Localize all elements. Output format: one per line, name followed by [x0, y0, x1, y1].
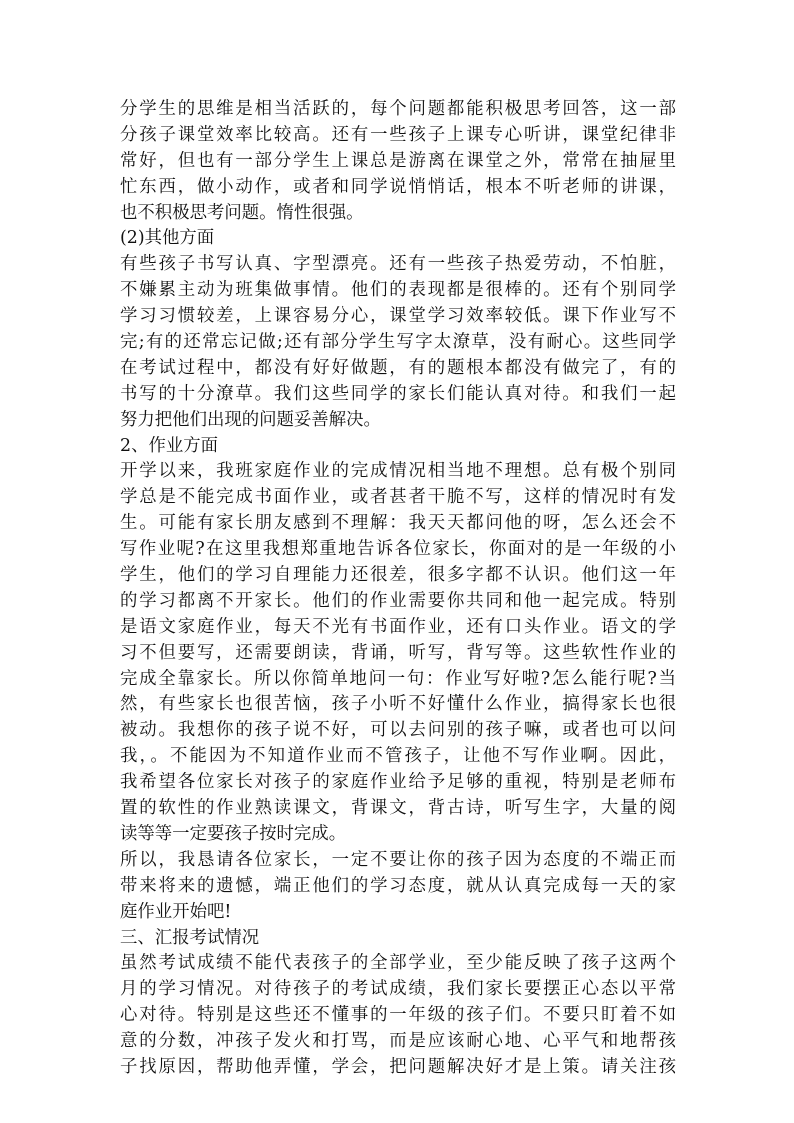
text-line: 然，有些家长也很苦恼，孩子小听不好懂什么作业，搞得家长也很: [120, 694, 676, 715]
text-line: 写作业呢?在这里我想郑重地告诉各位家长，你面对的是一年级的小: [120, 539, 676, 560]
paragraph: [120, 97, 676, 226]
heading-text: 三、汇报考试情况: [120, 927, 260, 948]
text-line: 忙东西，做小动作，或者和同学说悄悄话，根本不听老师的讲课，: [120, 176, 676, 197]
text-line: 心对待。特别是这些还不懂事的一年级的孩子们。不要只盯着不如: [120, 1005, 676, 1026]
text-line: 完;有的还常忘记做;还有部分学生写字太潦草，没有耐心。这些同学: [120, 332, 676, 353]
text-line: 常好，但也有一部分学生上课总是游离在课堂之外，常常在抽屉里: [120, 150, 676, 171]
text-line: 子找原因，帮助他弄懂，学会，把问题解决好才是上策。请关注孩: [120, 1056, 676, 1077]
heading-text: 2、作业方面: [120, 435, 219, 456]
text-line: 书写的十分潦草。我们这些同学的家长们能认真对待。和我们一起: [120, 383, 676, 404]
text-line: 学习习惯较差，上课容易分心，课堂学习效率较低。课下作业写不: [120, 306, 676, 327]
text-line: 生。可能有家长朋友感到不理解：我天天都问他的呀，怎么还会不: [120, 513, 676, 534]
text-line: 所以，我恳请各位家长，一定不要让你的孩子因为态度的不端正而: [120, 849, 676, 870]
paragraph: [120, 951, 676, 1080]
text-line: 我希望各位家长对孩子的家庭作业给予足够的重视，特别是老师布: [120, 772, 676, 793]
text-line: 学生，他们的学习自理能力还很差，很多字都不认识。他们这一年: [120, 565, 676, 586]
text-line: 在考试过程中，都没有好好做题，有的题根本都没有做完了，有的: [120, 357, 676, 378]
paragraph: [120, 459, 676, 847]
text-line: 不嫌累主动为班集做事情。他们的表现都是很棒的。还有个别同学: [120, 280, 676, 301]
text-line: 被动。我想你的孩子说不好，可以去问别的孩子嘛，或者也可以问: [120, 720, 676, 741]
text-line: 开学以来，我班家庭作业的完成情况相当地不理想。总有极个别同: [120, 461, 676, 482]
text-line: 读等等一定要孩子按时完成。: [120, 823, 347, 844]
text-line: 努力把他们出现的问题妥善解决。: [120, 409, 381, 430]
text-line: 月的学习情况。对待孩子的考试成绩，我们家长要摆正心态以平常: [120, 979, 676, 1000]
text-line: 我，。不能因为不知道作业而不管孩子，让他不写作业啊。因此，: [120, 746, 676, 767]
text-line: 习不但要写，还需要朗读，背诵，听写，背写等。这些软性作业的: [120, 642, 676, 663]
heading-text: (2)其他方面: [120, 228, 215, 249]
text-line: 带来将来的遗憾，端正他们的学习态度，就从认真完成每一天的家: [120, 875, 676, 896]
text-line: 虽然考试成绩不能代表孩子的全部学业，至少能反映了孩子这两个: [120, 953, 676, 974]
text-line: 意的分数，冲孩子发火和打骂，而是应该耐心地、心平气和地帮孩: [120, 1031, 676, 1052]
document-page: [120, 97, 676, 1081]
section-heading: [120, 926, 676, 952]
text-line: 庭作业开始吧!: [120, 901, 232, 922]
section-heading: [120, 226, 676, 252]
section-heading: [120, 434, 676, 460]
text-line: 的学习都离不开家长。他们的作业需要你共同和他一起完成。特别: [120, 590, 676, 611]
text-line: 有些孩子书写认真、字型漂亮。还有一些孩子热爱劳动，不怕脏，: [120, 254, 676, 275]
text-line: 也不积极思考问题。惰性很强。: [120, 202, 364, 223]
text-line: 分学生的思维是相当活跃的，每个问题都能积极思考回答，这一部: [120, 99, 676, 119]
text-line: 分孩子课堂效率比较高。还有一些孩子上课专心听讲，课堂纪律非: [120, 124, 676, 145]
text-line: 完成全靠家长。所以你简单地问一句：作业写好啦?怎么能行呢?当: [120, 668, 676, 689]
text-line: 是语文家庭作业，每天不光有书面作业，还有口头作业。语文的学: [120, 616, 676, 637]
paragraph: [120, 252, 676, 433]
text-line: 学总是不能完成书面作业，或者甚者干脆不写，这样的情况时有发: [120, 487, 676, 508]
paragraph: [120, 848, 676, 926]
text-line: 置的软性的作业熟读课文，背课文，背古诗，听写生字，大量的阅: [120, 798, 676, 819]
